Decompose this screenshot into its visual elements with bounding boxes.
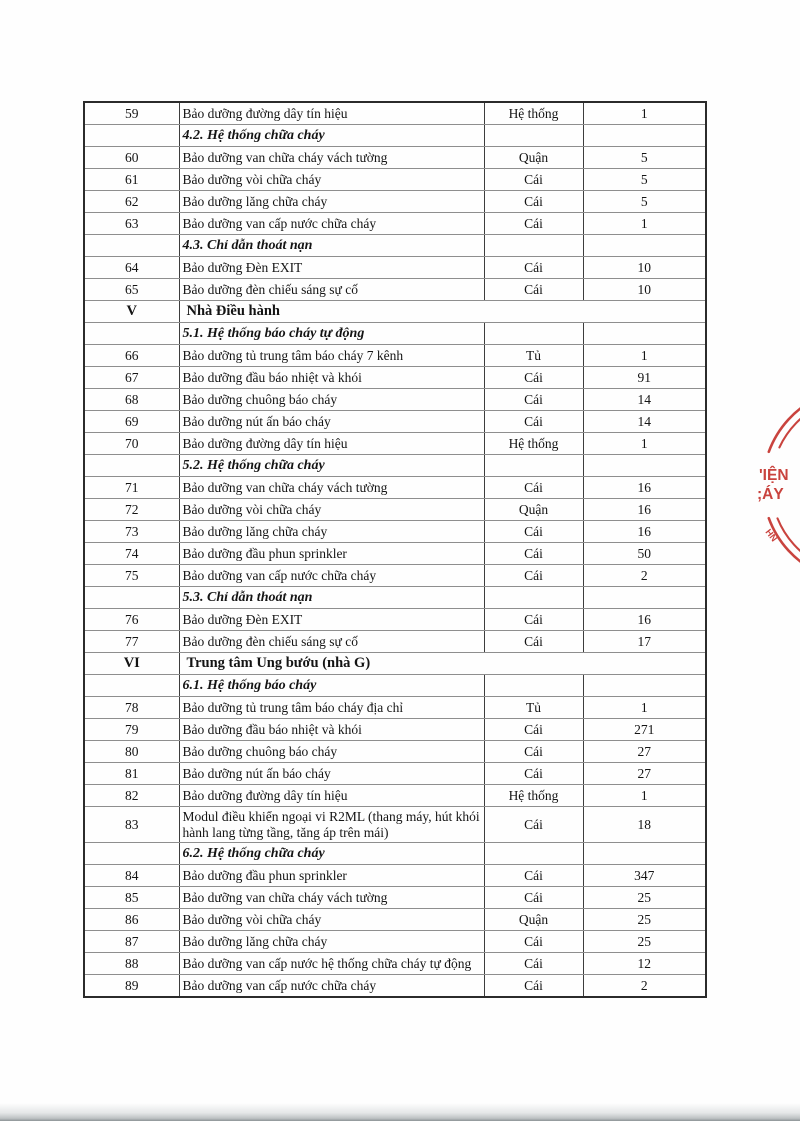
table-row (84, 169, 706, 191)
stamp-text-line2: ;ÁY (757, 486, 784, 503)
table-row (84, 763, 706, 785)
table-row (84, 653, 706, 675)
row-unit-cell: Cái (484, 865, 583, 887)
row-number-cell: 72 (84, 499, 179, 521)
row-number-cell: 67 (84, 367, 179, 389)
row-description-cell: Trung tâm Ung bướu (nhà G) (179, 653, 706, 675)
row-description-cell: Bảo dưỡng đầu báo nhiệt và khói (179, 367, 484, 389)
table-row (84, 433, 706, 455)
row-description-cell: Bảo dưỡng van chữa cháy vách tường (179, 477, 484, 499)
row-unit-cell (484, 675, 583, 697)
table-row (84, 975, 706, 998)
row-quantity-cell: 1 (583, 102, 706, 125)
row-quantity-cell: 2 (583, 975, 706, 998)
table-row (84, 865, 706, 887)
row-number-cell: 88 (84, 953, 179, 975)
row-unit-cell: Cái (484, 975, 583, 998)
row-quantity-cell: 14 (583, 411, 706, 433)
row-quantity-cell: 1 (583, 345, 706, 367)
row-quantity-cell: 16 (583, 477, 706, 499)
row-quantity-cell: 17 (583, 631, 706, 653)
row-quantity-cell (583, 323, 706, 345)
row-quantity-cell: 18 (583, 807, 706, 843)
row-unit-cell: Quận (484, 147, 583, 169)
row-unit-cell: Cái (484, 411, 583, 433)
table-row (84, 807, 706, 843)
row-description-cell: 6.1. Hệ thống báo cháy (179, 675, 484, 697)
row-number-cell (84, 125, 179, 147)
row-number-cell: 74 (84, 543, 179, 565)
stamp-text-line1: 'IỆN (759, 467, 789, 484)
row-description-cell: Bảo dưỡng đầu phun sprinkler (179, 543, 484, 565)
row-unit-cell: Cái (484, 543, 583, 565)
row-quantity-cell: 16 (583, 499, 706, 521)
row-description-cell: 5.3. Chỉ dẫn thoát nạn (179, 587, 484, 609)
row-unit-cell: Cái (484, 741, 583, 763)
row-number-cell: 87 (84, 931, 179, 953)
row-description-cell: Bảo dưỡng đường dây tín hiệu (179, 433, 484, 455)
row-number-cell: 63 (84, 213, 179, 235)
row-number-cell: 78 (84, 697, 179, 719)
row-number-cell: 89 (84, 975, 179, 998)
row-unit-cell: Cái (484, 631, 583, 653)
row-number-cell: 69 (84, 411, 179, 433)
row-unit-cell (484, 323, 583, 345)
row-number-cell: 70 (84, 433, 179, 455)
table-row (84, 565, 706, 587)
row-description-cell: Nhà Điều hành (179, 301, 706, 323)
row-description-cell: Bảo dưỡng đèn chiếu sáng sự cố (179, 631, 484, 653)
table-row (84, 301, 706, 323)
row-unit-cell: Cái (484, 931, 583, 953)
table-row (84, 887, 706, 909)
row-description-cell: Bảo dưỡng đường dây tín hiệu (179, 785, 484, 807)
row-description-cell: Bảo dưỡng vòi chữa cháy (179, 499, 484, 521)
maintenance-table-body (84, 102, 706, 997)
row-description-cell: Bảo dưỡng Đèn EXIT (179, 609, 484, 631)
table-row (84, 389, 706, 411)
row-quantity-cell: 5 (583, 169, 706, 191)
row-unit-cell (484, 587, 583, 609)
row-unit-cell: Cái (484, 521, 583, 543)
row-unit-cell: Cái (484, 279, 583, 301)
row-unit-cell: Hệ thống (484, 433, 583, 455)
row-unit-cell (484, 843, 583, 865)
table-row (84, 102, 706, 125)
table-row (84, 697, 706, 719)
table-row (84, 345, 706, 367)
table-row (84, 843, 706, 865)
row-quantity-cell: 1 (583, 433, 706, 455)
row-quantity-cell: 271 (583, 719, 706, 741)
row-description-cell: Bảo dưỡng vòi chữa cháy (179, 909, 484, 931)
row-quantity-cell (583, 843, 706, 865)
row-unit-cell: Cái (484, 719, 583, 741)
row-number-cell: 61 (84, 169, 179, 191)
row-description-cell: Bảo dưỡng lăng chữa cháy (179, 521, 484, 543)
table-row (84, 543, 706, 565)
row-unit-cell: Cái (484, 953, 583, 975)
row-number-cell: 68 (84, 389, 179, 411)
row-description-cell: Bảo dưỡng đường dây tín hiệu (179, 102, 484, 125)
scan-edge-shadow (0, 1103, 800, 1121)
table-row (84, 367, 706, 389)
row-description-cell: 5.1. Hệ thống báo cháy tự động (179, 323, 484, 345)
row-number-cell: VI (84, 653, 179, 675)
row-description-cell: Bảo dưỡng lăng chữa cháy (179, 931, 484, 953)
row-description-cell: Bảo dưỡng van cấp nước chữa cháy (179, 213, 484, 235)
row-description-cell: 6.2. Hệ thống chữa cháy (179, 843, 484, 865)
row-number-cell: 83 (84, 807, 179, 843)
row-quantity-cell (583, 235, 706, 257)
table-row (84, 931, 706, 953)
row-unit-cell: Cái (484, 807, 583, 843)
row-description-cell: 4.3. Chỉ dẫn thoát nạn (179, 235, 484, 257)
table-row (84, 279, 706, 301)
table-row (84, 785, 706, 807)
row-number-cell (84, 455, 179, 477)
table-row (84, 411, 706, 433)
row-unit-cell: Cái (484, 565, 583, 587)
row-number-cell (84, 235, 179, 257)
row-number-cell: 73 (84, 521, 179, 543)
row-quantity-cell: 5 (583, 191, 706, 213)
row-number-cell: 71 (84, 477, 179, 499)
row-unit-cell: Cái (484, 763, 583, 785)
row-quantity-cell: 16 (583, 521, 706, 543)
row-unit-cell: Cái (484, 389, 583, 411)
table-row (84, 213, 706, 235)
row-unit-cell: Tủ (484, 697, 583, 719)
row-quantity-cell (583, 675, 706, 697)
row-quantity-cell: 2 (583, 565, 706, 587)
table-row (84, 125, 706, 147)
row-number-cell: 60 (84, 147, 179, 169)
row-number-cell: 84 (84, 865, 179, 887)
row-quantity-cell: 10 (583, 257, 706, 279)
row-description-cell: Bảo dưỡng lăng chữa cháy (179, 191, 484, 213)
row-unit-cell (484, 125, 583, 147)
maintenance-table (83, 101, 707, 998)
row-quantity-cell: 10 (583, 279, 706, 301)
row-number-cell (84, 323, 179, 345)
row-description-cell: Bảo dưỡng đầu phun sprinkler (179, 865, 484, 887)
row-number-cell: 66 (84, 345, 179, 367)
row-unit-cell: Cái (484, 367, 583, 389)
table-row (84, 741, 706, 763)
row-unit-cell: Hệ thống (484, 785, 583, 807)
row-quantity-cell: 14 (583, 389, 706, 411)
row-unit-cell: Cái (484, 609, 583, 631)
row-unit-cell: Quận (484, 499, 583, 521)
table-row (84, 953, 706, 975)
row-quantity-cell: 5 (583, 147, 706, 169)
row-description-cell: 5.2. Hệ thống chữa cháy (179, 455, 484, 477)
row-quantity-cell: 1 (583, 785, 706, 807)
row-quantity-cell: 27 (583, 763, 706, 785)
table-row (84, 521, 706, 543)
row-number-cell: 59 (84, 102, 179, 125)
row-description-cell: Bảo dưỡng van chữa cháy vách tường (179, 147, 484, 169)
row-quantity-cell: 1 (583, 213, 706, 235)
row-quantity-cell: 27 (583, 741, 706, 763)
table-row (84, 455, 706, 477)
row-description-cell: Bảo dưỡng nút ấn báo cháy (179, 411, 484, 433)
table-row (84, 631, 706, 653)
row-unit-cell: Tủ (484, 345, 583, 367)
row-description-cell: Bảo dưỡng chuông báo cháy (179, 389, 484, 411)
row-description-cell: Bảo dưỡng đầu báo nhiệt và khói (179, 719, 484, 741)
red-stamp (746, 393, 800, 579)
table-row (84, 609, 706, 631)
table-row (84, 191, 706, 213)
row-number-cell: 82 (84, 785, 179, 807)
row-description-cell: Bảo dưỡng tủ trung tâm báo cháy địa chỉ (179, 697, 484, 719)
row-description-cell: Bảo dưỡng van cấp nước chữa cháy (179, 975, 484, 998)
row-number-cell: 79 (84, 719, 179, 741)
row-number-cell: 64 (84, 257, 179, 279)
table-row (84, 323, 706, 345)
row-unit-cell: Hệ thống (484, 102, 583, 125)
row-quantity-cell (583, 587, 706, 609)
row-number-cell: 85 (84, 887, 179, 909)
row-description-cell: 4.2. Hệ thống chữa cháy (179, 125, 484, 147)
row-unit-cell (484, 235, 583, 257)
table-row (84, 147, 706, 169)
row-quantity-cell: 16 (583, 609, 706, 631)
table-row (84, 235, 706, 257)
table-row (84, 909, 706, 931)
row-description-cell: Bảo dưỡng Đèn EXIT (179, 257, 484, 279)
row-quantity-cell: 25 (583, 887, 706, 909)
table-row (84, 675, 706, 697)
row-number-cell: 65 (84, 279, 179, 301)
row-quantity-cell: 25 (583, 931, 706, 953)
row-number-cell (84, 843, 179, 865)
row-quantity-cell: 1 (583, 697, 706, 719)
row-unit-cell: Quận (484, 909, 583, 931)
row-description-cell: Bảo dưỡng chuông báo cháy (179, 741, 484, 763)
row-unit-cell (484, 455, 583, 477)
row-unit-cell: Cái (484, 213, 583, 235)
table-row (84, 587, 706, 609)
row-number-cell: 75 (84, 565, 179, 587)
row-description-cell: Bảo dưỡng vòi chữa cháy (179, 169, 484, 191)
row-number-cell: 77 (84, 631, 179, 653)
row-unit-cell: Cái (484, 257, 583, 279)
row-unit-cell: Cái (484, 887, 583, 909)
row-number-cell: 76 (84, 609, 179, 631)
row-number-cell (84, 587, 179, 609)
row-number-cell: 81 (84, 763, 179, 785)
row-number-cell: 86 (84, 909, 179, 931)
row-quantity-cell: 12 (583, 953, 706, 975)
row-number-cell (84, 675, 179, 697)
row-number-cell: 80 (84, 741, 179, 763)
row-description-cell: Bảo dưỡng nút ấn báo cháy (179, 763, 484, 785)
row-description-cell: Bảo dưỡng tủ trung tâm báo cháy 7 kênh (179, 345, 484, 367)
row-description-cell: Bảo dưỡng van cấp nước chữa cháy (179, 565, 484, 587)
row-number-cell: 62 (84, 191, 179, 213)
row-quantity-cell (583, 455, 706, 477)
table-row (84, 257, 706, 279)
row-description-cell: Bảo dưỡng van cấp nước hệ thống chữa cháy tự động (179, 953, 484, 975)
table-row (84, 477, 706, 499)
row-quantity-cell: 25 (583, 909, 706, 931)
row-quantity-cell: 91 (583, 367, 706, 389)
stamp-text-small: HN (763, 527, 780, 544)
row-unit-cell: Cái (484, 169, 583, 191)
table-row (84, 719, 706, 741)
row-description-cell: Modul điều khiển ngoại vi R2ML (thang máy, hút khói hành lang từng tầng, tăng áp trên mái) (179, 807, 484, 843)
table-row (84, 499, 706, 521)
row-unit-cell: Cái (484, 191, 583, 213)
row-quantity-cell: 50 (583, 543, 706, 565)
row-quantity-cell (583, 125, 706, 147)
row-description-cell: Bảo dưỡng van chữa cháy vách tường (179, 887, 484, 909)
row-quantity-cell: 347 (583, 865, 706, 887)
row-description-cell: Bảo dưỡng đèn chiếu sáng sự cố (179, 279, 484, 301)
row-unit-cell: Cái (484, 477, 583, 499)
row-number-cell: V (84, 301, 179, 323)
